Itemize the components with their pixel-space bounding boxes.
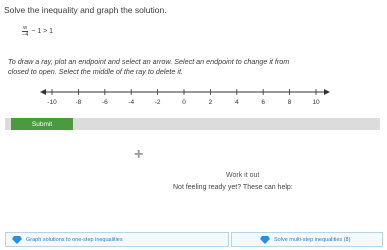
inequality-rest: − 1 > 1 (31, 28, 54, 35)
instruction-line-2: closed to open. Select the middle of the ray to delete it. (8, 66, 184, 76)
tick-label: 4 (234, 99, 239, 106)
number-line[interactable] (40, 86, 330, 116)
number-line-labels (47, 99, 320, 106)
help-link-graph-solutions[interactable] (5, 232, 229, 247)
plus-icon[interactable]: + (134, 146, 144, 163)
tick-label: 10 (312, 99, 320, 106)
tick-label: -6 (101, 99, 108, 106)
instructions (8, 57, 368, 76)
diamond-icon (260, 236, 270, 244)
tick-label: 2 (208, 99, 213, 106)
submit-bar (5, 118, 380, 130)
diamond-icon (12, 236, 22, 244)
inequality (22, 25, 53, 38)
help-link-label: Graph solutions to one-step inequalities (26, 236, 123, 243)
tick-label: -8 (75, 99, 82, 106)
help-link-label: Solve multi-step inequalities (8) (274, 236, 351, 243)
fraction-denominator: −4 (22, 32, 29, 38)
fraction-numerator: w (23, 25, 28, 31)
submit-button[interactable]: Submit (11, 118, 73, 130)
left-arrow (40, 89, 46, 95)
tick-label: 8 (287, 99, 292, 106)
question-title: Solve the inequality and graph the solution. (4, 5, 167, 15)
tick-label: 0 (182, 99, 186, 106)
tick-label: -10 (47, 99, 57, 106)
tick-label: -2 (154, 99, 161, 106)
help-link-multi-step[interactable] (231, 232, 383, 247)
fraction (22, 25, 28, 38)
instruction-line-1: To draw a ray, plot an endpoint and select an arrow. Select an endpoint to change it from (8, 57, 290, 66)
tick-label: 6 (261, 99, 266, 106)
tick-label: -4 (128, 99, 135, 106)
not-ready-text: Not feeling ready yet? These can help: (173, 184, 293, 191)
work-it-out-heading: Work it out (226, 172, 260, 179)
right-arrow (324, 89, 330, 95)
